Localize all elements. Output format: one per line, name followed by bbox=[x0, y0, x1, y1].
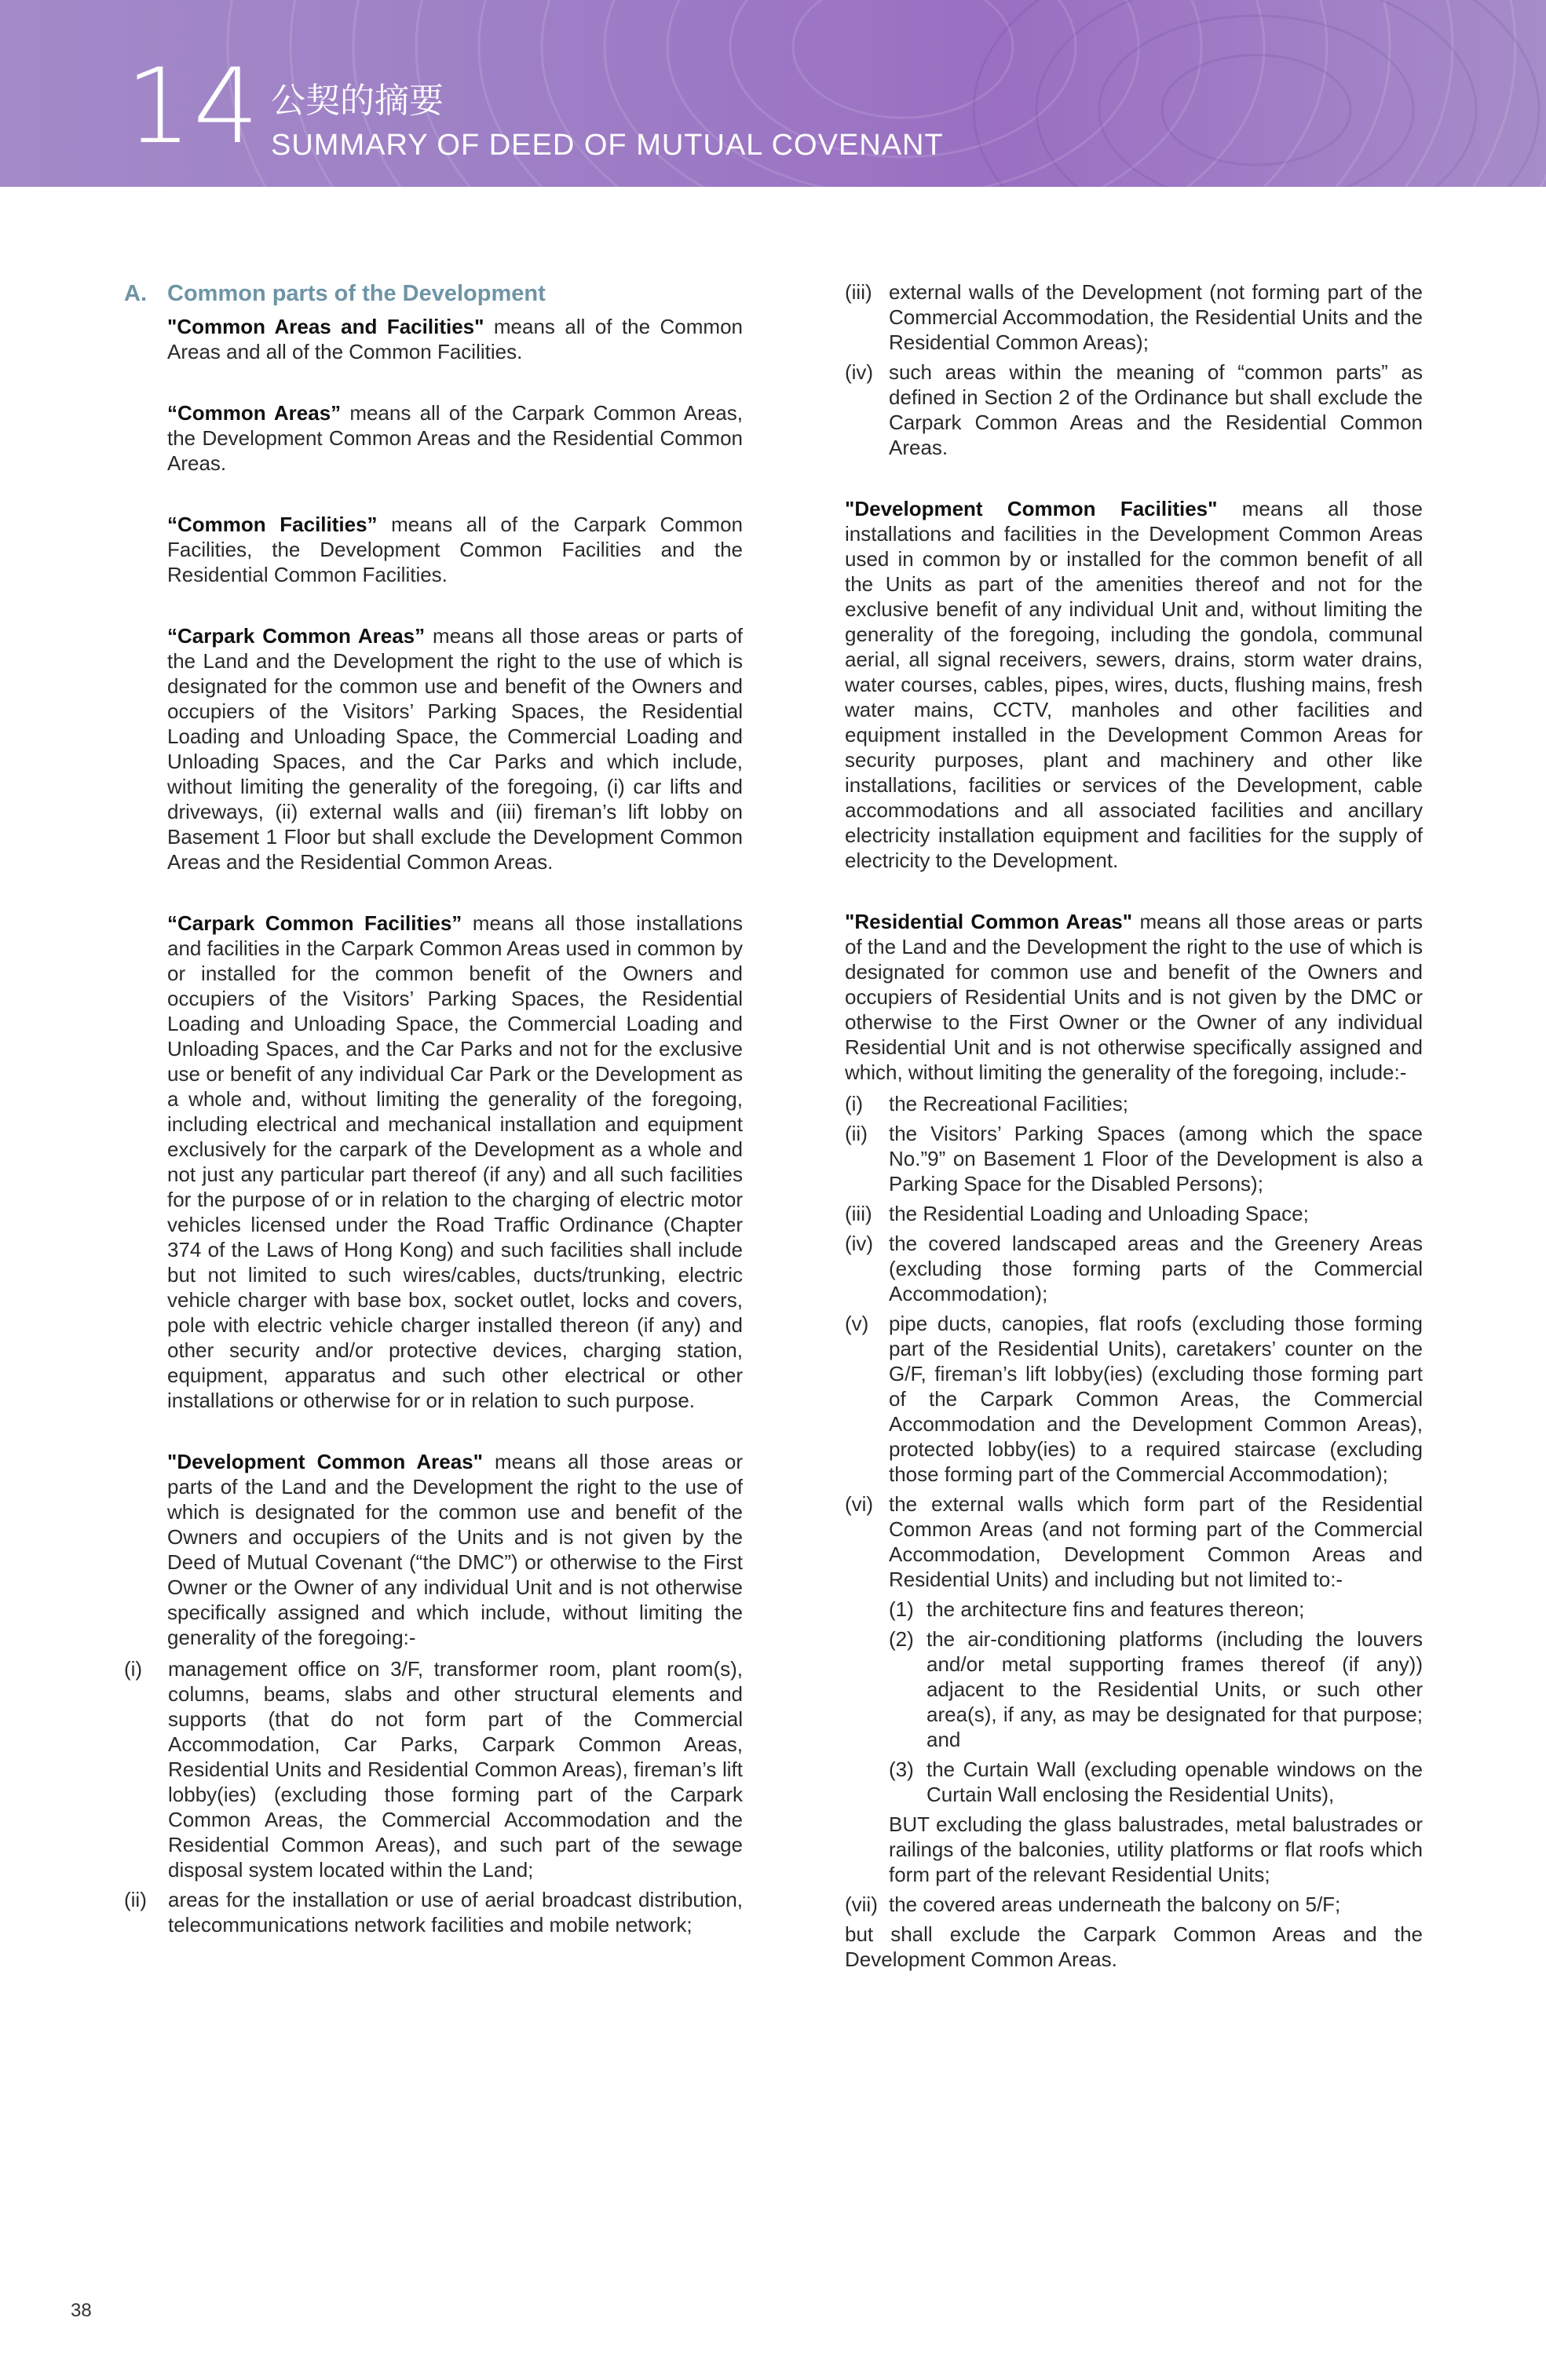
item-number: (iii) bbox=[845, 1202, 872, 1225]
item-text: the external walls which form part of the Residential Common Areas (and not forming part of the Commercial Accommodation, Development Common Areas and Residential Units) and including but not limited to:- bbox=[889, 1492, 1423, 1591]
item-text: management office on 3/F, transformer room, plant room(s), columns, beams, slabs and other structural elements and supports (that do not form part of the Commercial Accommodation, Car Parks, Carpark Common Areas, Residential Units and Residential Common Areas), fireman’s lift lobby(ies) (excluding those forming part of the Carpark Common Areas, the Commercial Accommodation and the Residential Common Areas), and such part of the sewage disposal system located within the Land; bbox=[168, 1657, 743, 1882]
chapter-title-chinese: 公契的摘要 bbox=[271, 82, 444, 120]
list-item bbox=[845, 1892, 1423, 1917]
definition-development-common-areas bbox=[167, 1449, 743, 1650]
residential-common-areas-list bbox=[845, 1091, 1423, 1917]
item-number: (i) bbox=[124, 1657, 143, 1681]
sub-item-text: the Curtain Wall (excluding openable windows on the Curtain Wall enclosing the Residential Units), bbox=[927, 1758, 1423, 1806]
definition-common-areas-facilities bbox=[167, 314, 743, 364]
list-item bbox=[124, 1887, 743, 1937]
development-common-areas-list-continued bbox=[845, 279, 1423, 460]
definition-text: means all those installations and facilities in the Carpark Common Areas used in common by or installed for the common benefit of the Owners and occupiers of the Visitors’ Parking Spaces, the Residential Loading and Unloading Space, the Commercial Loading and Unloading Spaces, and the Car Parks and not for the exclusive use or benefit of any individual Car Park or the Development as a whole and, without limiting the generality of the foregoing, including electrical and mechanical installation and equipment exclusively for the carpark of the Development as a whole and not just any particular part thereof (if any) and all such facilities for the purpose of or in relation to the charging of electric motor vehicles licensed under the Road Traffic Ordinance (Chapter 374 of the Laws of Hong Kong) and such facilities shall include but not limited to such wires/cables, ducts/trunking, electric vehicle charger with base box, socket outlet, locks and covers, pole with electric vehicle charger installed thereon (if any) and other security and/or protective devices, charging station, equipment, apparatus and such other electrical or other installations or otherwise for or in relation to such purpose. bbox=[167, 911, 744, 1412]
item-text: external walls of the Development (not forming part of the Commercial Accommodation, the Residential Units and the Residential Common Areas); bbox=[889, 280, 1423, 354]
definition-residential-common-areas bbox=[845, 909, 1423, 1085]
term: "Development Common Facilities" bbox=[845, 497, 1218, 520]
item-text: the covered areas underneath the balcony on 5/F; bbox=[889, 1893, 1341, 1916]
section-letter: A. bbox=[124, 281, 147, 306]
item-text: such areas within the meaning of “common parts” as defined in Section 2 of the Ordinance but shall exclude the Carpark Common Areas and the Residential Common Areas. bbox=[889, 360, 1423, 459]
term: "Development Common Areas" bbox=[167, 1450, 483, 1473]
item-number: (vii) bbox=[845, 1893, 878, 1916]
list-item bbox=[845, 1491, 1423, 1592]
spacer bbox=[845, 465, 1423, 496]
closing-text: but shall exclude the Carpark Common Areas and the Development Common Areas. bbox=[845, 1922, 1423, 1971]
section-heading bbox=[124, 279, 743, 308]
item-text: the Recreational Facilities; bbox=[889, 1092, 1128, 1115]
sub-item-number: (2) bbox=[889, 1627, 914, 1651]
definition-text: means all of the Carpark Common Areas, the Development Common Areas and the Residential Common Areas. bbox=[167, 401, 743, 475]
definition-carpark-common-facilities bbox=[167, 911, 743, 1413]
definition-text: means all of the Common Areas and all of the Common Facilities. bbox=[167, 315, 744, 363]
page-number: 38 bbox=[71, 2300, 92, 2321]
definition-carpark-common-areas bbox=[167, 623, 743, 874]
sub-list-item bbox=[889, 1757, 1423, 1807]
section-title: Common parts of the Development bbox=[167, 281, 546, 306]
sub-item-number: (3) bbox=[889, 1758, 914, 1781]
definition-text: means all those areas or parts of the Land and the Development the right to the use of which is designated for the common use and benefit of the Owners and occupiers of the Visitors’ Parking Spaces, the Residential Loading and Unloading Space, the Commercial Loading and Unloading Spaces, and the Car Parks and which include, without limiting the generality of the foregoing, (i) car lifts and driveways, (ii) external walls and (iii) fireman’s lift lobby on Basement 1 Floor but shall exclude the Development Common Areas and the Residential Common Areas. bbox=[167, 624, 743, 874]
left-body bbox=[124, 314, 743, 1650]
item-number: (iii) bbox=[845, 280, 872, 304]
item-number: (vi) bbox=[845, 1492, 874, 1516]
item-number: (ii) bbox=[124, 1888, 147, 1911]
sub-list-item bbox=[889, 1626, 1423, 1752]
list-item bbox=[845, 1121, 1423, 1196]
item-number: (iv) bbox=[845, 1232, 874, 1255]
chapter-title-english: SUMMARY OF DEED OF MUTUAL COVENANT bbox=[271, 129, 944, 162]
item-number: (iv) bbox=[845, 360, 874, 384]
term: “Common Facilities” bbox=[167, 513, 378, 536]
definition-common-areas bbox=[167, 400, 743, 476]
list-item bbox=[845, 1231, 1423, 1306]
sub-item-text: the architecture fins and features thereon; bbox=[927, 1597, 1305, 1621]
list-item bbox=[845, 1201, 1423, 1226]
term: “Carpark Common Areas” bbox=[167, 624, 426, 648]
definition-text: means all those installations and facilities in the Development Common Areas used in common by or installed for the common benefit of all the Units as part of the amenities thereof and not for the exclusive benefit of any individual Unit and, without limiting the generality of the foregoing, including the gondola, communal aerial, all signal receivers, sewers, drains, storm water drains, water courses, cables, pipes, wires, ducts, flushing mains, fresh water mains, CCTV, manholes and other facilities and equipment installed in the Development Common Areas for security purposes, plant and machinery and other like installations, facilities or services of the Development, cable accommodations and all associated facilities and ancillary electricity installation equipment and facilities for the supply of electricity to the Development. bbox=[845, 497, 1424, 872]
right-column bbox=[845, 279, 1423, 1972]
sub-list-item bbox=[889, 1597, 1423, 1622]
definition-text: means all those areas or parts of the Land and the Development the right to the use of which is designated for common use and benefit of the Owners and occupiers of Residential Units and is not given by the DMC or otherwise to the First Owner or the Owner of any individual Residential Unit and is not otherwise specifically assigned and which, without limiting the generality of the foregoing, include:- bbox=[845, 910, 1423, 1084]
term: “Carpark Common Facilities” bbox=[167, 911, 462, 935]
sub-item-text: the air-conditioning platforms (including the louvers and/or metal supporting frames thereof (if any)) adjacent to the Residential Units, or such other area(s), if any, as may be designated for that purpose; and bbox=[927, 1627, 1423, 1751]
definition-development-common-facilities bbox=[845, 496, 1423, 873]
chapter-number: 14 bbox=[126, 46, 261, 167]
list-item bbox=[845, 279, 1423, 355]
item-text: the Visitors’ Parking Spaces (among which the space No.”9” on Basement 1 Floor of the Development is also a Parking Space for the Disabled Persons); bbox=[889, 1122, 1423, 1195]
term: "Residential Common Areas" bbox=[845, 910, 1133, 933]
list-item bbox=[845, 360, 1423, 460]
item-text: pipe ducts, canopies, flat roofs (excluding those forming part of the Residential Units), caretakers’ counter on the G/F, fireman’s lift lobby(ies) (excluding those forming part of the Carpark Common Areas, the Commercial Accommodation and the Development Common Areas), protected lobby(ies) to a required staircase (excluding those forming part of the Commercial Accommodation); bbox=[889, 1312, 1423, 1486]
header-banner bbox=[0, 0, 1546, 187]
list-item bbox=[124, 1656, 743, 1882]
definition-text: means all those areas or parts of the Land and the Development the right to the use of which is designated for the common use and benefit of the Owners and occupiers of the Units and is not given by the Deed of Mutual Covenant (“the DMC”) or otherwise to the First Owner or the Owner of any individual Unit and is not otherwise specifically assigned and which include, without limiting the generality of the foregoing:- bbox=[167, 1450, 743, 1649]
item-number: (v) bbox=[845, 1312, 869, 1335]
item-number: (i) bbox=[845, 1092, 864, 1115]
term: "Common Areas and Facilities" bbox=[167, 315, 484, 338]
list-item bbox=[845, 1311, 1423, 1487]
item-number: (ii) bbox=[845, 1122, 868, 1145]
term: “Common Areas” bbox=[167, 401, 342, 425]
left-column bbox=[124, 279, 743, 1942]
item-text: the Residential Loading and Unloading Space; bbox=[889, 1202, 1309, 1225]
definition-text: means all of the Carpark Common Facilities, the Development Common Facilities and the Residential Common Facilities. bbox=[167, 513, 744, 586]
definition-common-facilities bbox=[167, 512, 743, 587]
exclusion-text: BUT excluding the glass balustrades, metal balustrades or railings of the balconies, utility platforms or flat roofs which form part of the relevant Residential Units; bbox=[889, 1812, 1423, 1886]
item-text: areas for the installation or use of aerial broadcast distribution, telecommunications network facilities and mobile network; bbox=[168, 1888, 743, 1936]
development-common-areas-list bbox=[124, 1656, 743, 1937]
list-item bbox=[845, 1091, 1423, 1116]
item-text: the covered landscaped areas and the Greenery Areas (excluding those forming parts of the Commercial Accommodation); bbox=[889, 1232, 1423, 1305]
sub-item-number: (1) bbox=[889, 1597, 914, 1621]
